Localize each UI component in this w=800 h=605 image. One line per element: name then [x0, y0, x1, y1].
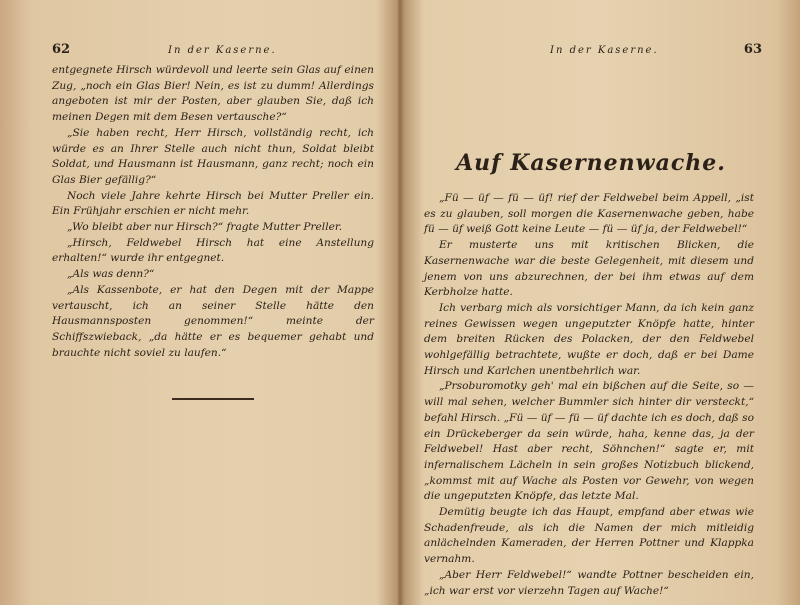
- left-page: [0, 0, 398, 605]
- chapter-title: Auf Kasernenwache.: [456, 150, 726, 176]
- paragraph: „Fü — üf — fü — üf! rief der Feldwebel beim Appell, „ist es zu glauben, soll morgen die Kasernenwache geben, habe fü — üf weiß Gott keine Leute — fü — üf ja, der Feldwebel!“: [424, 192, 754, 236]
- paragraph: „Hirsch, Feldwebel Hirsch hat eine Anstellung erhalten!“ wurde ihr entgegnet.: [52, 236, 374, 265]
- paragraph: „Aber Herr Feldwebel!“ wandte Pottner bescheiden ein, „ich war erst vor vierzehn Tagen auf Wache!“: [424, 568, 754, 597]
- paragraph: „Prsoburomotky geh' mal ein bißchen auf die Seite, so — will mal sehen, welcher Bummler sich hinter dir versteckt,“ befahl Hirsch. „Fü — üf — fü — üf dachte ich es doch, daß so ein Drückeberger da sein würde, haha, kenne das, ja der Feldwebel! Hast aber recht, Söhnchen!“ sagte er, mit infernalischem Lächeln in sein großes Notizbuch blickend, „kommst mit auf Wache als Posten vor Gewehr, von wegen die ungeputzten Knöpfe, das letzte Mal.: [424, 380, 754, 503]
- paragraph: „Als was denn?“: [67, 268, 155, 281]
- right-running-head: [402, 44, 800, 62]
- paragraph: „Sie haben recht, Herr Hirsch, vollständig recht, ich würde es an Ihrer Stelle auch nicht thun, Soldat bleibt Soldat, und Hausmann ist Hausmann, ganz recht; noch ein Glas Bier gefällig?“: [52, 126, 374, 186]
- paragraph: Ich verbarg mich als vorsichtiger Mann, da ich kein ganz reines Gewissen wegen ungeputzter Knöpfe hatte, hinter dem breiten Rücken des Polacken, der den Feldwebel wohlgefällig betrachtete, wußte er doch, daß er bei Dame Hirsch und Karlchen unentbehrlich war.: [424, 301, 754, 377]
- right-body-text: [424, 191, 754, 599]
- paragraph: „Als Kassenbote, er hat den Degen mit der Mappe vertauscht, ich an seiner Stelle hätte den Hausmannsposten genommen!“ meinte der Schiffszwieback, „da hätte er es bequemer gehabt und brauchte nicht soviel zu laufen.“: [52, 283, 374, 359]
- left-body-text: [52, 63, 374, 361]
- left-page-number: 62: [52, 42, 71, 57]
- paragraph: „Wo bleibt aber nur Hirsch?“ fragte Mutter Preller.: [67, 221, 343, 234]
- section-divider: [172, 398, 254, 400]
- paragraph: Demütig beugte ich das Haupt, empfand aber etwas wie Schadenfreude, als ich die Namen der mich mitleidig anlächelnden Kameraden, der Herren Pottner und Klappka vernahm.: [424, 506, 754, 566]
- paragraph: Er musterte uns mit kritischen Blicken, die Kasernenwache war die beste Gelegenheit, mit diesem und jenem von uns abzurechnen, der bei ihm etwas auf dem Kerbholze hatte.: [424, 239, 754, 299]
- left-running-head: [0, 44, 398, 62]
- left-running-title: In der Kaserne.: [168, 45, 277, 56]
- right-page-number: 63: [743, 42, 762, 57]
- right-page: [402, 0, 800, 605]
- paragraph: Noch viele Jahre kehrte Hirsch bei Mutter Preller ein. Ein Frühjahr erschien er nicht mehr.: [52, 189, 374, 218]
- right-running-title: In der Kaserne.: [550, 45, 659, 56]
- paragraph: entgegnete Hirsch würdevoll und leerte sein Glas auf einen Zug, „noch ein Glas Bier! Nein, es ist zu dumm! Allerdings angeboten ist mir der Posten, aber glauben Sie, daß ich meinen Degen mit dem Besen vertausche?“: [52, 64, 374, 124]
